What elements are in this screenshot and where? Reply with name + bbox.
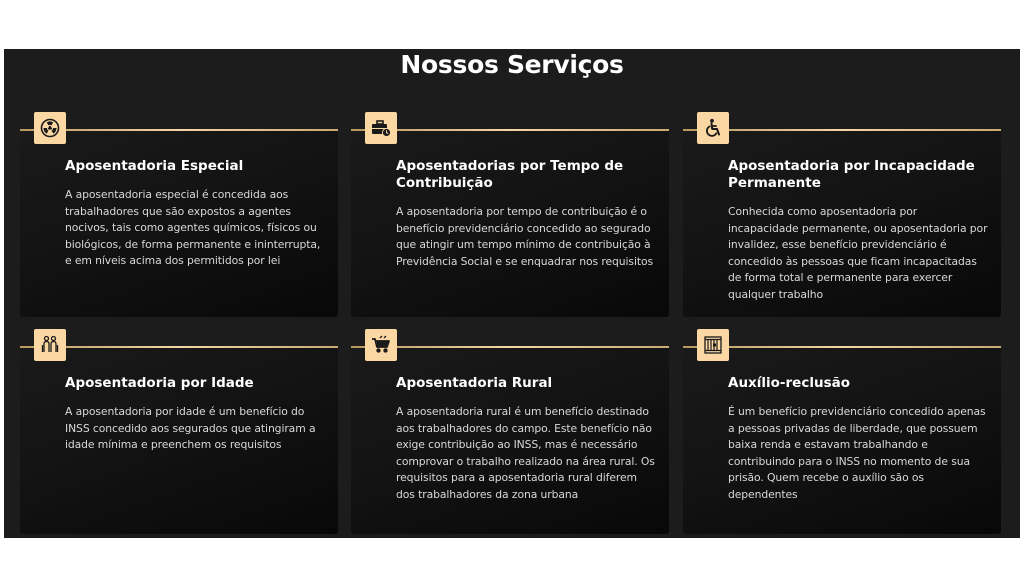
card-title: Aposentadorias por Tempo de Contribuição — [396, 158, 624, 191]
card-title: Aposentadoria por Idade — [65, 375, 254, 391]
service-card-incapacidade-permanente[interactable] — [683, 129, 1001, 317]
card-divider — [20, 129, 338, 131]
card-description: A aposentadoria por idade é um benefício do INSS concedido aos segurados que atingiram a idade mínima e preenchem os requisitos — [65, 405, 316, 451]
card-title: Aposentadoria Rural — [396, 375, 553, 391]
card-divider — [683, 129, 1001, 131]
card-divider — [683, 346, 1001, 348]
card-divider — [351, 129, 669, 131]
card-divider — [20, 346, 338, 348]
card-title: Auxílio-reclusão — [728, 375, 851, 391]
page-title: Nossos Serviços — [400, 50, 624, 79]
service-card-tempo-contribuicao[interactable] — [351, 129, 669, 317]
elderly-couple-icon — [34, 329, 66, 361]
wheelchair-icon — [697, 112, 729, 144]
services-section — [4, 49, 1020, 538]
card-description: Conhecida como aposentadoria por incapacidade permanente, ou aposentadoria por invalidez, esse benefício previdenciário é concedido às pessoas que ficam incapacitadas de forma total e permanente para exercer qualquer trabalho — [728, 205, 988, 301]
service-card-auxilio-reclusao[interactable] — [683, 346, 1001, 534]
service-card-aposentadoria-especial[interactable] — [20, 129, 338, 317]
service-card-aposentadoria-idade[interactable] — [20, 346, 338, 534]
briefcase-clock-icon — [365, 112, 397, 144]
card-divider — [351, 346, 669, 348]
card-title: Aposentadoria Especial — [65, 158, 244, 174]
card-description: A aposentadoria especial é concedida aos trabalhadores que são expostos a agentes nocivos, tais como agentes químicos, físicos ou biológicos, de forma permanente e ininterrupta, e em níveis acima dos permitidos por lei — [65, 188, 321, 267]
card-description: A aposentadoria rural é um benefício destinado aos trabalhadores do campo. Este benefício não exige contribuição ao INSS, mas é necessário comprovar o trabalho realizado na área rural. Os requisitos para a aposentadoria rural diferem dos trabalhadores da zona urbana — [396, 405, 655, 501]
card-title: Aposentadoria por Incapacidade Permanente — [728, 158, 975, 191]
farm-cart-icon — [365, 329, 397, 361]
card-description: É um benefício previdenciário concedido apenas a pessoas privadas de liberdade, que possuem baixa renda e estavam trabalhando e contribuindo para o INSS no momento de sua prisão. Quem recebe o auxílio são os dependentes — [728, 405, 986, 501]
prison-bars-icon — [697, 329, 729, 361]
service-card-aposentadoria-rural[interactable] — [351, 346, 669, 534]
radiation-icon — [34, 112, 66, 144]
card-description: A aposentadoria por tempo de contribuição é o benefício previdenciário concedido ao segurado que atingir um tempo mínimo de contribuição à Previdência Social e se enquadrar nos requisitos — [396, 205, 654, 268]
